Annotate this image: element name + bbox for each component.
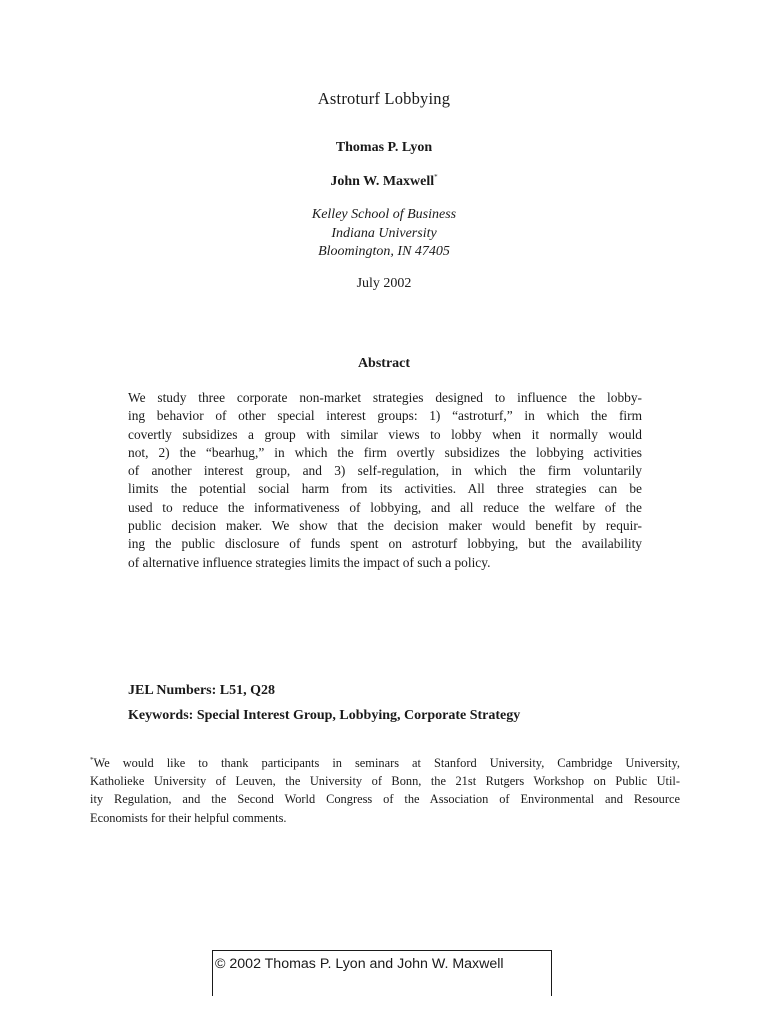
footnote-line [90, 751, 680, 772]
abstract-line: not, 2) the “bearhug,” in which the firm overtly subsidizes the lobbying activities [128, 444, 642, 460]
abstract-body [128, 389, 642, 572]
footnote-line: Katholieke University of Leuven, the University of Bonn, the 21st Rutgers Workshop on Public Util- [90, 774, 680, 789]
abstract-line: public decision maker. We show that the decision maker would benefit by requir- [128, 518, 642, 534]
acknowledgement-footnote [90, 751, 680, 827]
affiliation-university: Indiana University [331, 225, 437, 241]
copyright-box [212, 950, 552, 996]
author-1 [0, 140, 768, 156]
abstract-line: used to reduce the informativeness of lobbying, and all reduce the welfare of the [128, 499, 642, 515]
paper-title: Astroturf Lobbying [317, 89, 451, 108]
classification [128, 678, 520, 728]
author-2-name: John W. Maxwell [330, 174, 435, 189]
footnote-line: ity Regulation, and the Second World Congress of the Association of Environmental and Resource [90, 792, 680, 807]
abstract-line: covertly subsidizes a group with similar views to lobby when it normally would [128, 426, 642, 442]
keywords: Keywords: Special Interest Group, Lobbying, Corporate Strategy [128, 708, 521, 723]
abstract-line: ing the public disclosure of funds spent on astroturf lobbying, but the availability [128, 536, 642, 552]
abstract-line: of another interest group, and 3) self-regulation, in which the firm voluntarily [128, 463, 642, 479]
author-2 [0, 173, 768, 190]
abstract-line: ing behavior of other special interest groups: 1) “astroturf,” in which the firm [128, 408, 642, 424]
affiliation [0, 206, 768, 262]
author-footnote-mark: * [434, 173, 438, 181]
abstract-line: We study three corporate non-market strategies designed to influence the lobby- [128, 390, 642, 405]
footnote-mark: * [90, 756, 94, 764]
abstract-line: of alternative influence strategies limits the impact of such a policy. [128, 554, 491, 570]
abstract-heading: Abstract [357, 356, 411, 371]
footnote-line: Economists for their helpful comments. [90, 810, 287, 825]
affiliation-school: Kelley School of Business [311, 207, 457, 222]
affiliation-address: Bloomington, IN 47405 [318, 244, 450, 259]
abstract-line: limits the potential social harm from its activities. All three strategies can be [128, 481, 642, 497]
jel-numbers: JEL Numbers: L51, Q28 [128, 683, 276, 698]
copyright-notice: © 2002 Thomas P. Lyon and John W. Maxwell [215, 956, 504, 972]
paper-date: July 2002 [356, 276, 412, 291]
footnote-line-text: We would like to thank participants in seminars at Stanford University, Cambridge University, [93, 756, 680, 770]
author-1-name: Thomas P. Lyon [335, 140, 433, 155]
